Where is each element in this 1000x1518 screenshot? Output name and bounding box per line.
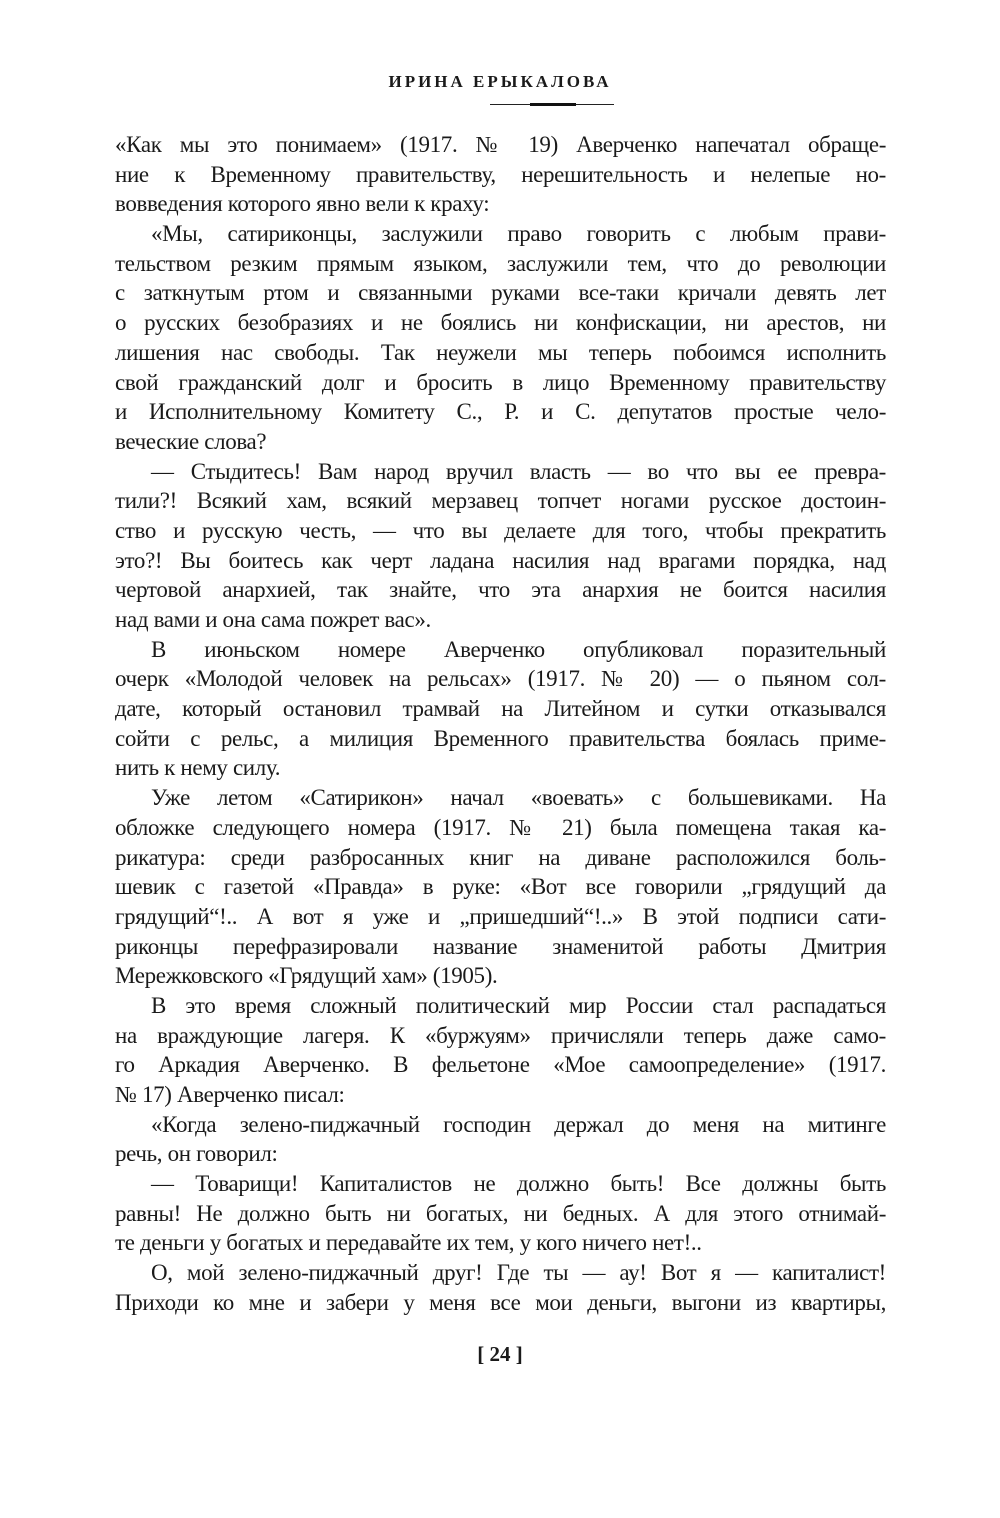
text-line: речь, он говорил: [115, 1141, 278, 1167]
text-line: над вами и она сама пожрет вас». [115, 607, 431, 632]
body-text [115, 130, 886, 1318]
text-line: шевик с газетой «Правда» в руке: «Вот все говорили „грядущий да [115, 874, 886, 900]
text-line: это?! Вы боитесь как черт ладана насилия над врагами порядка, над [115, 547, 886, 573]
text-line: — Товарищи! Капиталистов не должно быть! Все должны быть [151, 1171, 886, 1197]
page-number: [ 24 ] [477, 1342, 523, 1366]
text-line: на враждующие лагеря. К «буржуям» причисляли теперь даже само- [115, 1022, 886, 1048]
text-line: равны! Не должно быть ни богатых, ни бедных. А для этого отнимай- [115, 1200, 886, 1226]
text-line: дате, который остановил трамвай на Литейном и сутки отказывался [115, 696, 886, 722]
text-line: В это время сложный политический мир России стал распадаться [151, 992, 886, 1018]
text-line: веческие слова? [115, 428, 267, 454]
text-line: с заткнутым ртом и связанными руками все-таки кричали девять лет [115, 280, 886, 306]
text-line: ние к Временному правительству, нерешительность и нелепые но- [115, 161, 886, 187]
text-line: Уже летом «Сатирикон» начал «воевать» с большевиками. На [151, 785, 886, 811]
text-line: «Когда зелено-пиджачный господин держал до меня на митинге [151, 1111, 886, 1137]
text-line: свой гражданский долг и бросить в лицо Временному правительству [115, 369, 886, 395]
text-line: ство и русскую честь, — что вы делаете для того, чтобы прекратить [115, 517, 886, 543]
text-line: очерк «Молодой человек на рельсах» (1917. № 20) — о пьяном сол- [115, 666, 886, 692]
text-line: «Мы, сатириконцы, заслужили право говорить с любым прави- [151, 221, 886, 247]
text-line: те деньги у богатых и передавайте их тем, у кого ничего нет!.. [115, 1230, 702, 1256]
text-line: грядущий“!.. А вот я уже и „пришедший“!..» В этой подписи сати- [115, 903, 886, 929]
text-line: рикатура: среди разбросанных книг на диване расположился боль- [115, 844, 886, 870]
text-line: го Аркадия Аверченко. В фельетоне «Мое самоопределение» (1917. [115, 1052, 886, 1078]
text-line: № 17) Аверченко писал: [115, 1082, 345, 1107]
text-line: о русских безобразиях и не боялись ни конфискации, ни арестов, ни [115, 310, 886, 336]
text-line: тили?! Всякий хам, всякий мерзавец топчет ногами русское достоин- [115, 488, 886, 514]
text-line: сойти с рельс, а милиция Временного правительства боялась приме- [115, 725, 886, 751]
text-line: Мережковского «Грядущий хам» (1905). [115, 963, 498, 989]
text-line: обложке следующего номера (1917. № 21) была помещена такая ка- [115, 814, 886, 840]
text-line: риконцы перефразировали название знаменитой работы Дмитрия [115, 933, 886, 959]
text-line: Приходи ко мне и забери у меня все мои деньги, выгони из квартиры, [115, 1289, 886, 1315]
text-line: — Стыдитесь! Вам народ вручил власть — во что вы ее превра- [151, 458, 886, 484]
text-line: О, мой зелено-пиджачный друг! Где ты — ау! Вот я — капиталист! [151, 1260, 886, 1286]
text-line: лишения нас свободы. Так неужели мы теперь побоимся исполнить [115, 339, 886, 365]
text-line: тельством резким прямым языком, заслужили тем, что до революции [115, 250, 886, 276]
text-line: «Как мы это понимаем» (1917. № 19) Аверченко напечатал обраще- [115, 132, 886, 157]
text-line: нить к нему силу. [115, 755, 281, 781]
header-divider [490, 104, 614, 105]
running-header: ИРИНА ЕРЫКАЛОВА [388, 72, 612, 91]
text-line: В июньском номере Аверченко опубликовал поразительный [151, 636, 886, 662]
text-line: чертовой анархией, так знайте, что эта анархия не боится насилия [115, 577, 886, 603]
text-line: вовведения которого явно вели к краху: [115, 191, 490, 217]
text-line: и Исполнительному Комитету С., Р. и С. депутатов простые чело- [115, 399, 886, 425]
